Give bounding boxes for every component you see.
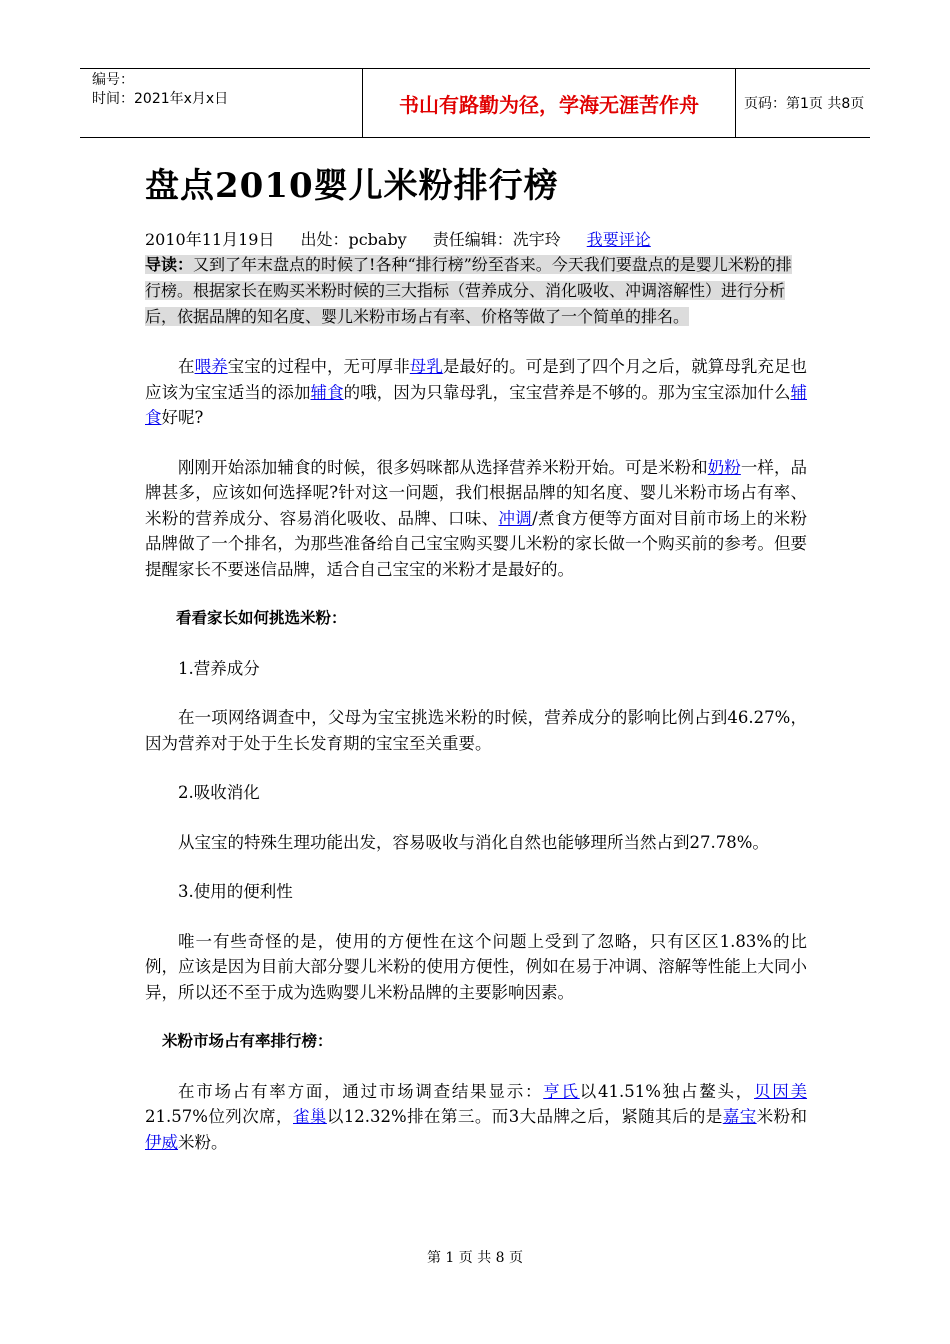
link-beingmate[interactable]: 贝因美	[754, 1081, 808, 1101]
text: 是最好的。可是到了四个月之后，就算母乳充足也应该为宝宝适当的添加	[145, 357, 808, 402]
number-label: 编号：	[92, 72, 134, 88]
item1-text: 在一项网络调查中，父母为宝宝挑选米粉的时候，营养成分的影响比例占到46.27%，因为营养对于处于生长发育期的宝宝至关重要。	[145, 708, 807, 753]
text: 好呢?	[161, 408, 204, 427]
link-complementary-food-2[interactable]: 辅食	[145, 382, 808, 427]
article-lead	[145, 252, 807, 330]
text: 宝宝的过程中，无可厚非	[227, 357, 410, 376]
time-label: 时间：2021年x月x日	[92, 91, 229, 107]
link-milk-powder[interactable]: 奶粉	[707, 457, 741, 477]
article-date: 2010年11月19日	[145, 230, 275, 249]
text: 的哦，因为只靠母乳，宝宝营养是不够的。那为宝宝添加什么	[343, 382, 791, 402]
text: 米粉。	[178, 1132, 228, 1152]
text: 以41.51%独占鳌头，	[579, 1081, 754, 1101]
page-footer: 第 1 页 共 8 页	[426, 1250, 524, 1266]
article-source: 出处：pcbaby	[300, 230, 407, 249]
text: 刚刚开始添加辅食的时候，很多妈咪都从选择营养米粉开始。可是米粉和	[178, 457, 708, 477]
header-page-info: 页码：第1页 共8页	[744, 96, 865, 112]
link-gerber[interactable]: 嘉宝	[722, 1107, 757, 1126]
link-nestle[interactable]: 雀巢	[293, 1107, 327, 1126]
item3-title: 3.使用的便利性	[178, 882, 293, 901]
link-feeding[interactable]: 喂养	[194, 357, 228, 376]
item3-text: 唯一有些奇怪的是，使用的方便性在这个问题上受到了忽略，只有区区1.83%的比例，应该是因为目前大部分婴儿米粉的使用方便性，例如在易于冲调、溶解等性能上大同小异，所以还不至于成为选购婴儿米粉品牌的主要影响因素。	[145, 931, 807, 1002]
header-motto: 书山有路勤为径，学海无涯苦作舟	[362, 69, 736, 137]
text: 在	[178, 357, 195, 376]
paragraph-feeding	[145, 354, 807, 431]
lead-text: 又到了年末盘点的时候了!各种“排行榜”纷至沓来。今天我们要盘点的是婴儿米粉的排行榜。根据家长在购买米粉时候的三大指标（营养成分、消化吸收、冲调溶解性）进行分析后，依据品牌的知名度、婴儿米粉市场占有率、价格等做了一个简单的排名。	[145, 255, 792, 326]
text: 21.57%位列次席，	[145, 1107, 293, 1126]
article-title: 盘点2010婴儿米粉排行榜	[145, 166, 559, 206]
item2-text: 从宝宝的特殊生理功能出发，容易吸收与消化自然也能够理所当然占到27.78%。	[178, 832, 769, 852]
link-heinz[interactable]: 亨氏	[543, 1081, 580, 1101]
link-yiwei[interactable]: 伊威	[145, 1132, 178, 1152]
text: 以12.32%排在第三。而3大品牌之后，紧随其后的是	[326, 1107, 723, 1126]
item2-title: 2.吸收消化	[178, 783, 260, 802]
comment-link[interactable]: 我要评论	[586, 230, 651, 249]
heading-market-rank: 米粉市场占有率排行榜：	[162, 1032, 333, 1050]
paragraph-market-share	[145, 1079, 807, 1156]
text: 一样，品牌甚多，应该如何选择呢?针对这一问题，我们根据品牌的知名度、婴儿米粉市场占有率、米粉的营养成分、容易消化吸收、品牌、口味、	[145, 457, 808, 528]
heading-how-to-select: 看看家长如何挑选米粉：	[176, 609, 347, 627]
link-mixing[interactable]: 冲调	[498, 508, 533, 528]
page-header	[80, 68, 870, 138]
link-complementary-food[interactable]: 辅食	[310, 382, 344, 402]
header-meta	[80, 69, 280, 137]
text: 米粉和	[756, 1107, 807, 1126]
item1-title: 1.营养成分	[178, 658, 260, 678]
text: /煮食方便等方面对目前市场上的米粉品牌做了一个排名，为那些准备给自己宝宝购买婴儿米粉的家长做一个购买前的参考。但要提醒家长不要迷信品牌，适合自己宝宝的米粉才是最好的。	[145, 508, 808, 579]
lead-label: 导读：	[145, 255, 194, 274]
article	[145, 150, 807, 1155]
text: 在市场占有率方面，通过市场调查结果显示：	[178, 1081, 544, 1101]
article-editor: 责任编辑：冼宇玲	[432, 230, 561, 249]
article-meta	[145, 228, 807, 252]
link-breastmilk[interactable]: 母乳	[409, 357, 443, 376]
paragraph-choosing	[145, 455, 807, 583]
